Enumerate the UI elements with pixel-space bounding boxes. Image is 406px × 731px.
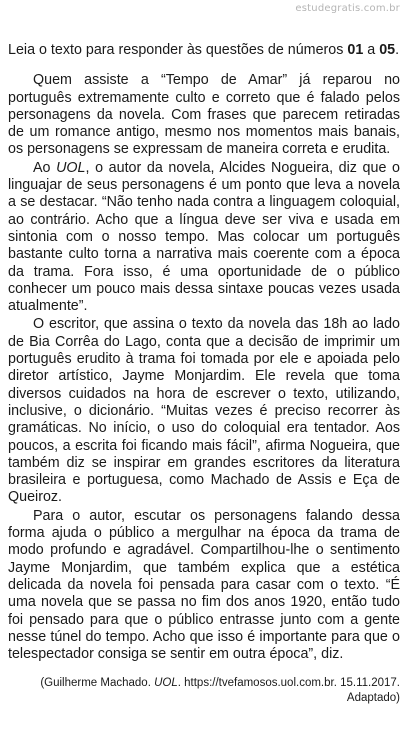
document-body xyxy=(8,42,400,705)
question-end-number: 05 xyxy=(379,42,396,58)
source-citation xyxy=(8,676,400,705)
source-details: . https://tvefamosos.uol.com.br. 15.11.2017. Adaptado) xyxy=(177,677,400,704)
question-start-number: 01 xyxy=(347,42,364,58)
paragraph-1: Quem assiste a “Tempo de Amar” já reparou no português extremamente culto e correto que é falado pelos personagens da novela. Com frases que parecem retiradas de um romance antigo, mesmo nos momentos mais banais, os personagens se expressam de maneira correta e erudita. xyxy=(8,72,400,158)
instruction-connector: a xyxy=(363,42,380,58)
paragraph-3: O escritor, que assina o texto da novela das 18h ao lado de Bia Corrêa do Lago, conta que a decisão de imprimir um português erudito à trama foi tomada por ele e apoiada pelo diretor artístico, Jayme Monjardim. Ele revela que toma diversos cuidados na hora de escrever o texto, utilizando, inclusive, o dicionário. “Muitas vezes é preciso recorrer às gramáticas. No início, o uso do coloquial era tentador. Aos poucos, a escrita foi ficando mais fácil”, afirma Nogueira, que também diz se inspirar em grandes escritores da literatura brasileira e portuguesa, como Machado de Assis e Eça de Queiroz. xyxy=(8,316,400,506)
paragraph-2-rest: , o autor da novela, Alcides Nogueira, diz que o linguajar de seus personagens é um ponto que leva a novela a se destacar. “Não tenho nada contra a linguagem coloquial, ao contrário. Acho que a língua deve ser viva e usada em sintonia com o nosso tempo. Mas colocar um português bastante culto torna a narrativa mais coerente com a época da trama. Fora isso, é uma oportunidade de o público conhecer um pouco mais dessa sintaxe poucas vezes usada atualmente”. xyxy=(8,159,400,315)
paragraph-4: Para o autor, escutar os personagens falando dessa forma ajuda o público a mergulhar na época da trama de modo profundo e agradável. Compartilhou-lhe o sentimento Jayme Monjardim, que também explica que a estética delicada da novela foi pensada para casar com o texto. “É uma novela que se passa no fim dos anos 1920, então tudo foi pensado para que o público entrasse junto com a gente nesse túnel do tempo. Acho que isso é importante para que o telespectador consiga se sentir em outra época”, diz. xyxy=(8,507,400,663)
instruction-text: Leia o texto para responder às questões de números xyxy=(8,42,348,58)
source-publication: UOL xyxy=(154,677,178,690)
source-author: (Guilherme Machado. xyxy=(40,677,155,690)
uol-italic: UOL xyxy=(56,159,86,176)
paragraph-2-start: Ao xyxy=(33,159,57,176)
paragraph-2 xyxy=(8,160,400,316)
watermark: estudegratis.com.br xyxy=(295,3,400,14)
instruction-end: . xyxy=(395,42,400,58)
instruction-line xyxy=(8,42,400,59)
